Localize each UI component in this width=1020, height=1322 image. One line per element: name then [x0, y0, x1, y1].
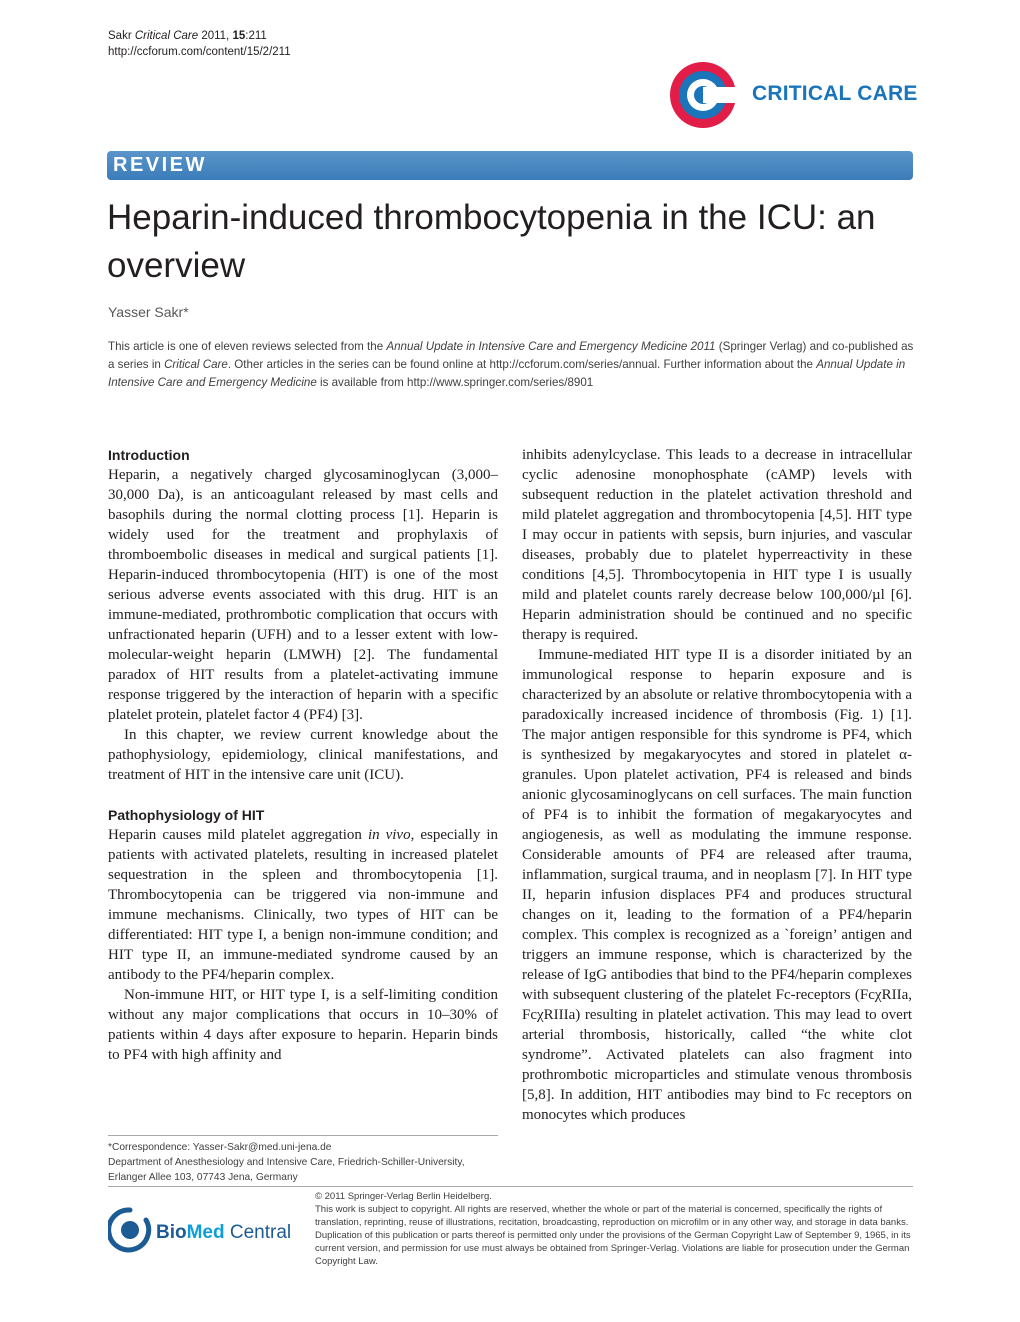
article-title: Heparin-induced thrombocytopenia in the ICU: an overview: [107, 198, 876, 285]
logo-central-text: Central: [224, 1222, 292, 1243]
svg-text:BioMed Central: [156, 1222, 291, 1243]
abstract-italic-2: Critical Care: [164, 358, 228, 371]
affiliation-line: Department of Anesthesiology and Intensive Care, Friedrich-Schiller-University, Erlanger Allee 103, 07743 Jena, Germany: [108, 1157, 465, 1183]
patho-text-b: , especially in patients with activated platelets, resulting in increased platelet sequestration in the spleen and thrombocytopenia [1]. Thrombocytopenia can be triggered via non-immune and immune mechanisms. Clinically, two types of HIT can be differentiated: HIT type I, a benign non-immune condition; and HIT type II, an immune-mediated syndrome caused by an antibody to the PF4/heparin complex.: [108, 827, 498, 983]
license-text: This work is subject to copyright. All rights are reserved, whether the whole or part of the material is concerned, specifically the rights of translation, reprinting, reuse of illustrations, recitation, broadcasting, reproduction on microfilm or in any other way, and storage in data banks. Duplication of this publication or parts thereof is permitted only under the provisions of the German Copyright Law of September 9, 1965, in its current version, and permission for use must always be obtained from Springer-Verlag. Violations are liable for prosecution under the German Copyright Law.: [315, 1204, 911, 1267]
citation-article: :211: [245, 30, 267, 42]
pathophysiology-paragraph-2: Non-immune HIT, or HIT type I, is a self-limiting condition without any major complications that occurs in 10–30% of patients within 4 days after exposure to heparin. Heparin binds to PF4 with high affinity and: [108, 987, 498, 1063]
abstract-italic-3: Annual Update in Intensive Care and Emergency Medicine: [108, 358, 906, 389]
footnote: [108, 1140, 500, 1185]
introduction-heading: Introduction: [108, 447, 190, 463]
abstract-text-3: . Other articles in the series can be found online at http://ccforum.com/series/annual. Further information about the: [227, 358, 817, 371]
journal-name: CRITICAL CARE: [752, 82, 918, 105]
abstract-text-1: This article is one of eleven reviews selected from the: [108, 340, 387, 353]
citation-line: [108, 28, 291, 44]
abstract-text-4: is available from http://www.springer.com/series/8901: [316, 376, 594, 389]
citation-journal: Critical Care: [134, 30, 199, 42]
right-paragraph-2: Immune-mediated HIT type II is a disorder initiated by an immunological response to heparin exposure and is characterized by an absolute or relative thrombocytopenia with a paradoxically increased incidence of thrombosis (Fig. 1) [1]. The major antigen responsible for this syndrome is PF4, which is synthesized by megakaryocytes and stored in platelet α-granules. Upon platelet activation, PF4 is released and binds anionic glycosaminoglycans on cell surfaces. The main function of PF4 is to inhibit the formation of megakaryocytes and angiogenesis, as well as modulating the immune response. Considerable amounts of PF4 are released after trauma, inflammation, surgical trauma, and in neoplasm [7]. In HIT type II, heparin infusion displaces PF4 and produces structural changes on it, leading to the formation of a PF4/heparin complex. This complex is recognized as a `foreign’ antigen and triggers an immune response, which is characterized by the release of IgG antibodies that bind to the PF4/heparin complexes with subsequent clustering of the platelet Fc-receptors (FcχRIIa, FcχRIIIa) resulting in platelet activation. This may lead to overt arterial thrombosis, historically, called “the white clot syndrome”. Activated platelets can also fragment into prothrombotic microparticles and stimulate venous thrombosis [5,8]. In addition, HIT antibodies may bind to Fc receptors on monocytes which produces: [522, 647, 912, 1123]
article-url[interactable]: http://ccforum.com/content/15/2/211: [108, 46, 291, 58]
patho-text-a: Heparin causes mild platelet aggregation: [108, 827, 368, 843]
logo-bio-text: Bio: [156, 1222, 187, 1243]
article-author: Yasser Sakr*: [108, 304, 189, 320]
footnote-divider: [108, 1135, 498, 1136]
citation-header: [108, 28, 291, 60]
copyright-line: © 2011 Springer-Verlag Berlin Heidelberg.: [315, 1191, 492, 1202]
correspondence-line: *Correspondence: Yasser-Sakr@med.uni-jena.de: [108, 1142, 332, 1153]
abstract-text-2: (Springer Verlag) and co-published as a series in: [108, 340, 914, 371]
article-type-label: REVIEW: [113, 154, 207, 176]
biomed-central-logo-icon: [108, 1204, 298, 1256]
copyright-block: [315, 1190, 915, 1268]
abstract-italic-1: Annual Update in Intensive Care and Emergency Medicine 2011: [386, 340, 716, 353]
pathophysiology-heading: Pathophysiology of HIT: [108, 807, 265, 823]
pathophysiology-paragraph-1: [108, 825, 498, 985]
citation-volume: 15: [232, 30, 246, 42]
footer-divider: [108, 1186, 913, 1187]
left-column: [108, 445, 498, 1065]
section-spacer: [108, 785, 498, 805]
citation-year: 2011,: [201, 30, 230, 42]
right-column: [522, 445, 912, 1125]
introduction-paragraph-1: Heparin, a negatively charged glycosaminoglycan (3,000–30,000 Da), is an anticoagulant released by mast cells and basophils during the normal clotting process [1]. Heparin is widely used for the treatment and prophylaxis of thromboembolic diseases in medical and surgical patients [1]. Heparin-induced thrombocytopenia (HIT) is one of the most serious adverse events associated with this drug. HIT is an immune-mediated, prothrombotic complication that occurs with unfractionated heparin (UFH) and to a lesser extent with low-molecular-weight heparin (LMWH) [2]. The fundamental paradox of HIT results from a platelet-activating immune response triggered by the interaction of heparin with a specific platelet protein, platelet factor 4 (PF4) [3].: [108, 467, 498, 723]
citation-author: Sakr: [108, 30, 132, 42]
introduction-paragraph-2: In this chapter, we review current knowledge about the pathophysiology, epidemiology, clinical manifestations, and treatment of HIT in the intensive care unit (ICU).: [108, 727, 498, 783]
right-paragraph-1: inhibits adenylcyclase. This leads to a decrease in intracellular cyclic adenosine monophosphate (cAMP) levels with subsequent reduction in the platelet activation threshold and mild platelet aggregation and thrombocytopenia [4,5]. HIT type I may occur in patients with sepsis, burn injuries, and vascular diseases, probably due to platelet hyperreactivity in these conditions [4,5]. Thrombocytopenia in HIT type I is usually mild and platelet counts rarely decrease below 100,000/µl [6]. Heparin administration should be continued and no specific therapy is required.: [522, 447, 912, 643]
article-type-bar: [107, 151, 913, 180]
article-abstract: [108, 338, 916, 392]
logo-med-text: Med: [186, 1222, 225, 1243]
patho-italic: in vivo: [367, 827, 411, 843]
